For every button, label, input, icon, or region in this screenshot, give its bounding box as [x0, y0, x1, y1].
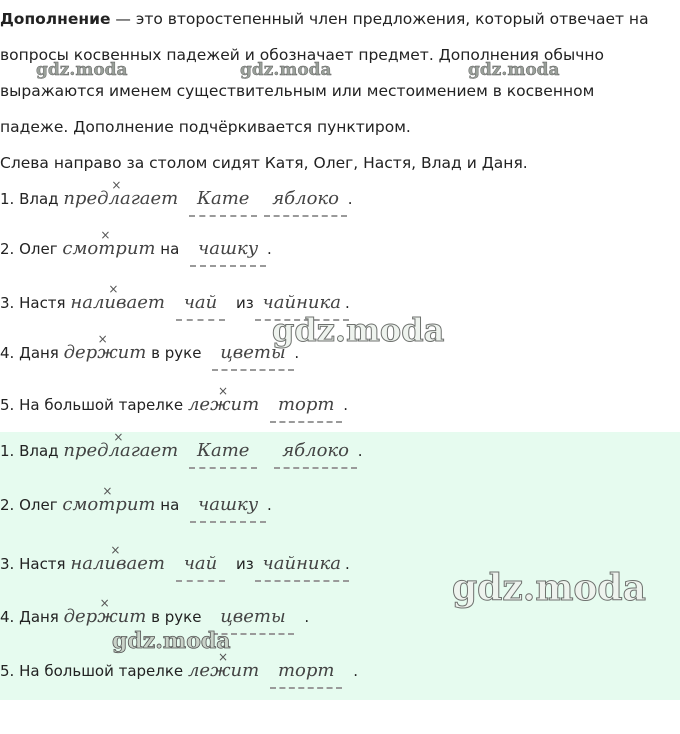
answer-example-3: 3. Настя × наливает чай из чайника . — [0, 543, 350, 574]
object: цветы — [216, 606, 289, 628]
example-1: 1. Влад × предлагает Кате яблоко . — [0, 178, 353, 209]
verb: × смотрит — [62, 228, 156, 259]
definition-text-1: — это второстепенный член предложения, который отвечает на — [110, 10, 649, 28]
watermark: gdz.moda — [240, 60, 332, 80]
verb: × держит — [63, 596, 147, 627]
object: Кате — [193, 440, 253, 462]
definition-term: Дополнение — [0, 10, 111, 28]
watermark: gdz.moda — [112, 628, 231, 654]
answer-example-5: 5. На большой тарелке × лежит торт . — [0, 650, 359, 681]
answer-example-4: 4. Даня × держит в руке цветы . — [0, 596, 310, 627]
intro-line: Слева направо за столом сидят Катя, Олег, Настя, Влад и Даня. — [0, 154, 528, 172]
example-2: 2. Олег × смотрит на чашку . — [0, 228, 272, 259]
verb: × лежит — [187, 650, 260, 681]
verb: × предлагает — [63, 430, 179, 461]
object: торт — [274, 394, 339, 416]
watermark: gdz.moda — [468, 60, 560, 80]
verb: × держит — [63, 332, 147, 363]
object: цветы — [216, 342, 289, 364]
object: чашку — [194, 238, 262, 260]
example-3: 3. Настя × наливает чай из чайника . — [0, 282, 350, 313]
watermark: gdz.moda — [452, 567, 646, 609]
verb: × наливает — [70, 543, 165, 574]
definition-line-4: падеже. Дополнение подчёркивается пунктиром. — [0, 118, 411, 136]
object: Кате — [193, 188, 253, 210]
definition-line-1 — [0, 9, 649, 29]
object: чайника — [259, 553, 345, 575]
verb: × предлагает — [63, 178, 179, 209]
answer-example-1: 1. Влад × предлагает Кате яблоко . — [0, 430, 363, 461]
definition-line-2: вопросы косвенных падежей и обозначает предмет. Дополнения обычно — [0, 46, 604, 64]
object: яблоко — [278, 440, 353, 462]
object: чай — [180, 553, 222, 575]
verb: × смотрит — [62, 484, 156, 515]
example-5: 5. На большой тарелке × лежит торт . — [0, 384, 349, 415]
object: торт — [274, 660, 339, 682]
watermark: gdz.moda — [272, 311, 445, 349]
object: яблоко — [268, 188, 343, 210]
answer-example-2: 2. Олег × смотрит на чашку . — [0, 484, 272, 515]
object: чайника — [259, 292, 345, 314]
verb: × лежит — [187, 384, 260, 415]
object: чашку — [194, 494, 262, 516]
watermark: gdz.moda — [36, 60, 128, 80]
example-4: 4. Даня × держит в руке цветы . — [0, 332, 300, 363]
object: чай — [180, 292, 222, 314]
definition-line-3: выражаются именем существительным или местоимением в косвенном — [0, 82, 595, 100]
verb: × наливает — [70, 282, 165, 313]
